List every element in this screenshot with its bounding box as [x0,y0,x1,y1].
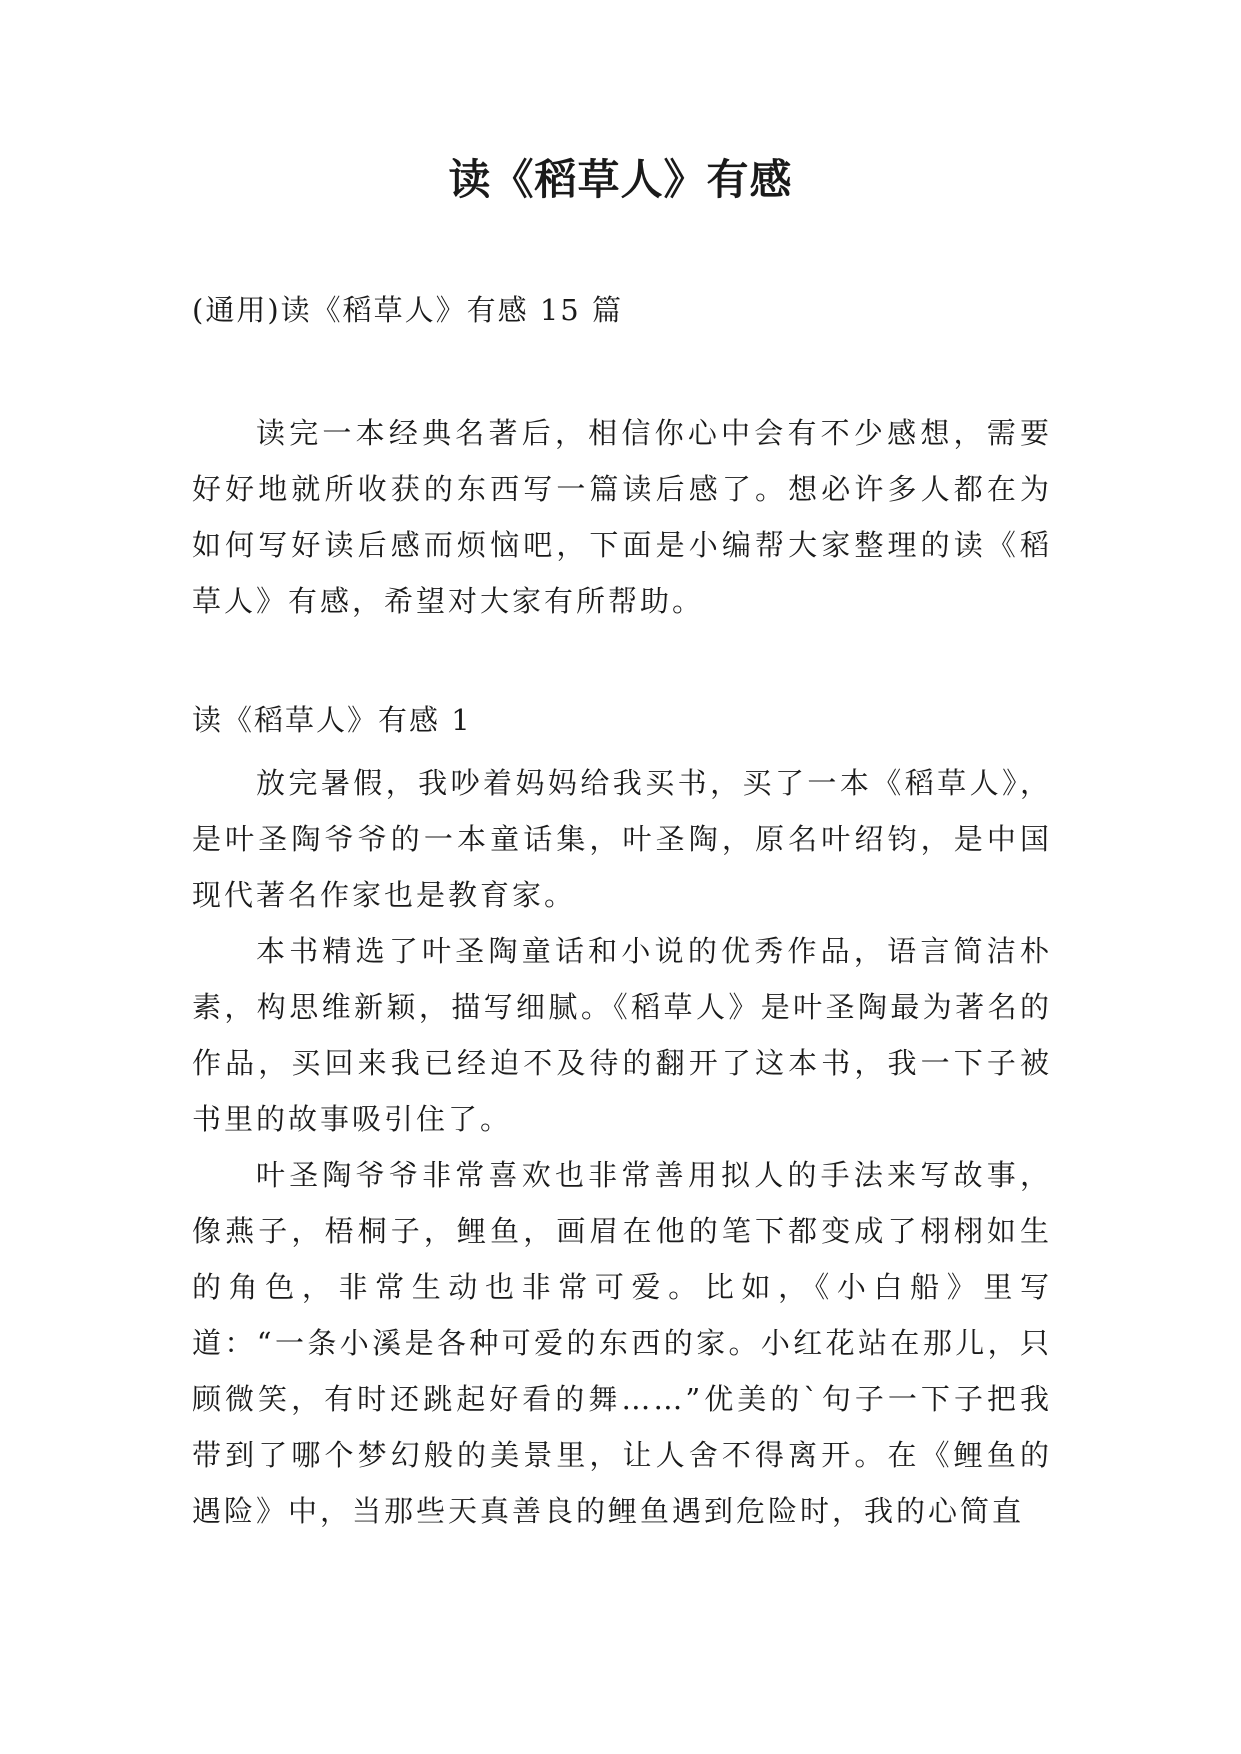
body-paragraph-2: 本书精选了叶圣陶童话和小说的优秀作品，语言简洁朴素，构思维新颖，描写细腻。《稻草人》是叶圣陶最为著名的作品，买回来我已经迫不及待的翻开了这本书，我一下子被书里的故事吸引住了。 [192,934,1052,1136]
body-paragraph-1: 放完暑假，我吵着妈妈给我买书，买了一本《稻草人》，是叶圣陶爷爷的一本童话集，叶圣陶，原名叶绍钧，是中国现代著名作家也是教育家。 [192,766,1052,912]
section-heading: 读《稻草人》有感 1 [192,703,472,737]
document-subtitle: (通用)读《稻草人》有感 15 篇 [192,293,623,327]
intro-block [192,405,1052,629]
document-title: 读《稻草人》有感 [448,155,793,204]
body-text [192,755,1052,1539]
body-paragraph-3: 叶圣陶爷爷非常喜欢也非常善用拟人的手法来写故事，像燕子，梧桐子，鲤鱼，画眉在他的笔下都变成了栩栩如生的角色，非常生动也非常可爱。比如，《小白船》里写道：“一条小溪是各种可爱的东西的家。小红花站在那儿，只顾微笑，有时还跳起好看的舞……”优美的`句子一下子把我带到了哪个梦幻般的美景里，让人舍不得离开。在《鲤鱼的遇险》中，当那些天真善良的鲤鱼遇到危险时，我的心简直 [192,1158,1052,1528]
intro-paragraph: 读完一本经典名著后，相信你心中会有不少感想，需要好好地就所收获的东西写一篇读后感了。想必许多人都在为如何写好读后感而烦恼吧，下面是小编帮大家整理的读《稻草人》有感，希望对大家有所帮助。 [192,416,1052,618]
